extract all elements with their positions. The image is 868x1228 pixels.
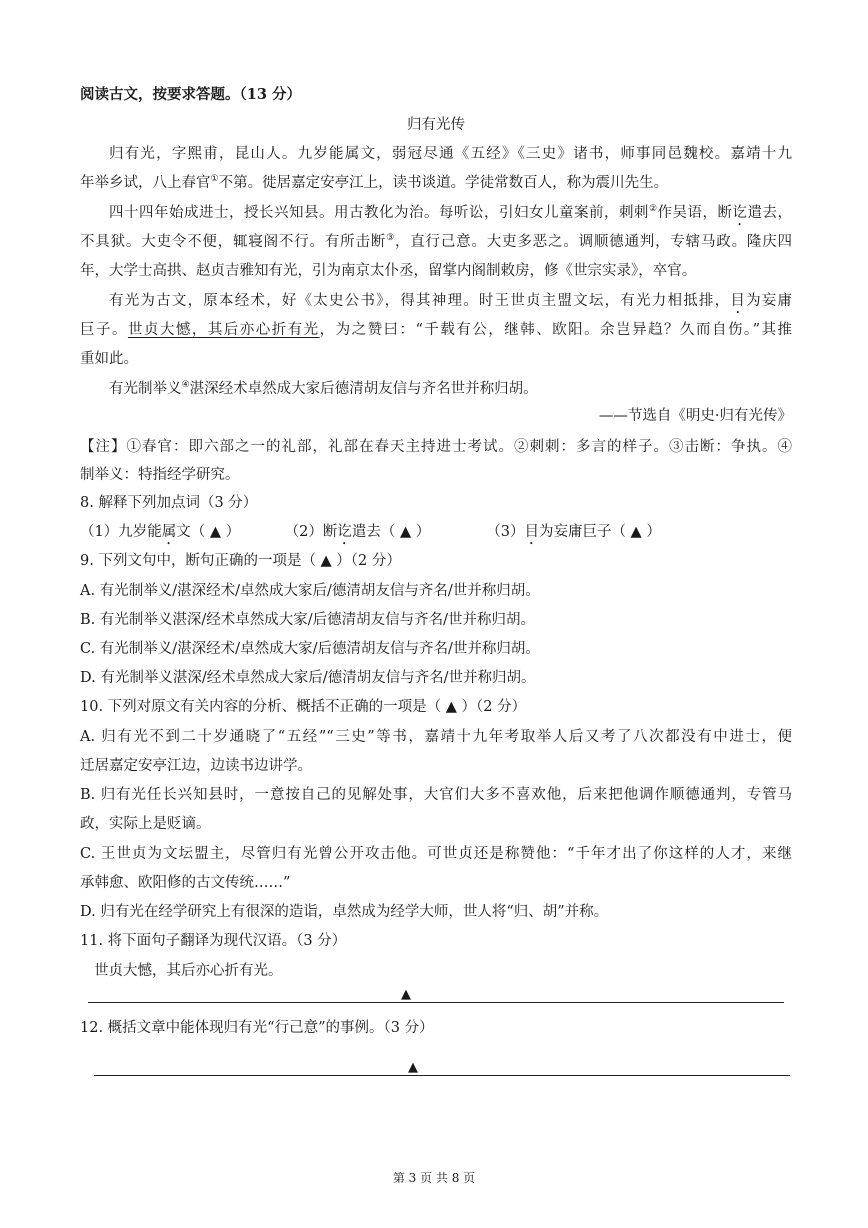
q9-option-c: C. 有光制举义/湛深经术/卓然成大家/后德清胡友信与齐名/世并称归胡。 [80, 641, 540, 657]
q10-option-b-cont: 政，实际上是贬谪。 [80, 816, 211, 832]
notes-line: 制举义：特指经学研究。 [80, 467, 240, 483]
q10-option-b: B. 归有光任长兴知县时，一意按自己的见解处事，大官们大多不喜欢他，后来把他调作顺德通判，专管马 [80, 787, 792, 803]
q11-stem: 11. 将下面句子翻译为现代汉语。（3 分） [80, 933, 347, 949]
notes-line: 【注】①春官：即六部之一的礼部，礼部在春天主持进士考试。②刺刺：多言的样子。③击断：争执。④ [80, 439, 792, 455]
answer-marker: ▲ [401, 987, 411, 1002]
emphasis-word: 目 [730, 293, 747, 309]
answer-marker: ▲ [408, 1060, 418, 1075]
q8-options [80, 521, 792, 548]
q12-stem: 12. 概括文章中能体现归有光“行己意”的事例。（3 分） [80, 1020, 434, 1036]
footnote-marker: ② [648, 204, 658, 214]
passage-line-unpunctuated: 有光制举义④湛深经术卓然成大家后德清胡友信与齐名世并称归胡。 [109, 380, 538, 397]
source-citation: ——节选自《明史·归有光传》 [598, 408, 792, 424]
passage-line: 四十四年始成进士，授长兴知县。用古教化为治。每听讼，引妇女儿童案前，刺刺②作吴语，断讫遣去， [109, 204, 793, 221]
footnote-marker: ① [210, 174, 219, 184]
q10-option-a: A. 归有光不到二十岁通晓了“五经”“三史”等书，嘉靖十九年考取举人后又考了八次都没有中进士，便 [80, 729, 792, 745]
passage-line: 年举乡试，八上春官①不第。徙居嘉定安亭江上，读书谈道。学徒常数百人，称为震川先生。 [80, 174, 669, 191]
q11-sentence: 世贞大憾，其后亦心折有光。 [94, 963, 283, 979]
q10-option-d: D. 归有光在经学研究上有很深的造诣，卓然成为经学大师，世人将“归、胡”并称。 [80, 904, 609, 920]
q8-option-2: （2）断讫遣去（ ▲ ） [284, 524, 431, 540]
emphasis-word: 讫 [732, 205, 748, 221]
passage-line: 有光为古文，原本经术，好《太史公书》，得其神理。时王世贞主盟文坛，有光力相抵排，目为妄庸 [109, 293, 793, 309]
passage-line: 年，大学士高拱、赵贞吉雅知有光，引为南京太仆丞，留掌内阁制敕房，修《世宗实录》，卒官。 [80, 263, 697, 279]
passage-line: 巨子。世贞大憾，其后亦心折有光，为之赞曰：“千载有公，继韩、欧阳。余岂异趋？久而自伤。”其推 [80, 322, 793, 338]
q10-stem: 10. 下列对原文有关内容的分析、概括不正确的一项是（ ▲ ）（2 分） [80, 699, 527, 715]
q8-stem: 8. 解释下列加点词（3 分） [80, 495, 258, 511]
passage-title: 归有光传 [407, 117, 465, 133]
underlined-sentence: 世贞大憾，其后亦心折有光 [127, 322, 320, 338]
passage-line: 重如此。 [80, 351, 138, 367]
answer-line-q12[interactable] [94, 1075, 790, 1076]
q10-option-c: C. 王世贞为文坛盟主，尽管归有光曾公开攻击他。可世贞还是称赞他：“千年才出了你这样的人才，来继 [80, 846, 792, 862]
footnote-marker: ④ [181, 380, 190, 390]
passage-line: 归有光，字熙甫，昆山人。九岁能属文，弱冠尽通《五经》《三史》诸书，师事同邑魏校。嘉靖十九 [109, 146, 792, 162]
q9-stem: 9. 下列文句中，断句正确的一项是（ ▲ ）（2 分） [80, 553, 401, 569]
page-footer: 第 3 页 共 8 页 [392, 1171, 476, 1185]
q8-option-3: （3）目为妄庸巨子（ ▲ ） [486, 524, 661, 540]
footnote-marker: ③ [386, 233, 395, 243]
passage-line: 不具狱。大吏令不便，辄寝阁不行。有所击断③，直行己意。大吏多恶之。调顺德通判，专辖马政。隆庆四 [80, 233, 793, 250]
q9-option-b: B. 有光制举义湛深/经术卓然成大家/后德清胡友信与齐名/世并称归胡。 [80, 612, 536, 628]
q10-option-a-cont: 迁居嘉定安亭江边，边读书边讲学。 [80, 758, 312, 774]
q10-option-c-cont: 承韩愈、欧阳修的古文传统……” [80, 875, 291, 891]
q8-option-1: （1）九岁能属文（ ▲ ） [80, 524, 241, 540]
q9-option-a: A. 有光制举义/湛深经术/卓然成大家后/德清胡友信与齐名/世并称归胡。 [80, 583, 540, 599]
answer-line-q11[interactable] [88, 1002, 784, 1003]
q9-option-d: D. 有光制举义湛深/经术卓然成大家后/德清胡友信与齐名/世并称归胡。 [80, 670, 536, 686]
section-header: 阅读古文，按要求答题。（13 分） [80, 86, 301, 103]
